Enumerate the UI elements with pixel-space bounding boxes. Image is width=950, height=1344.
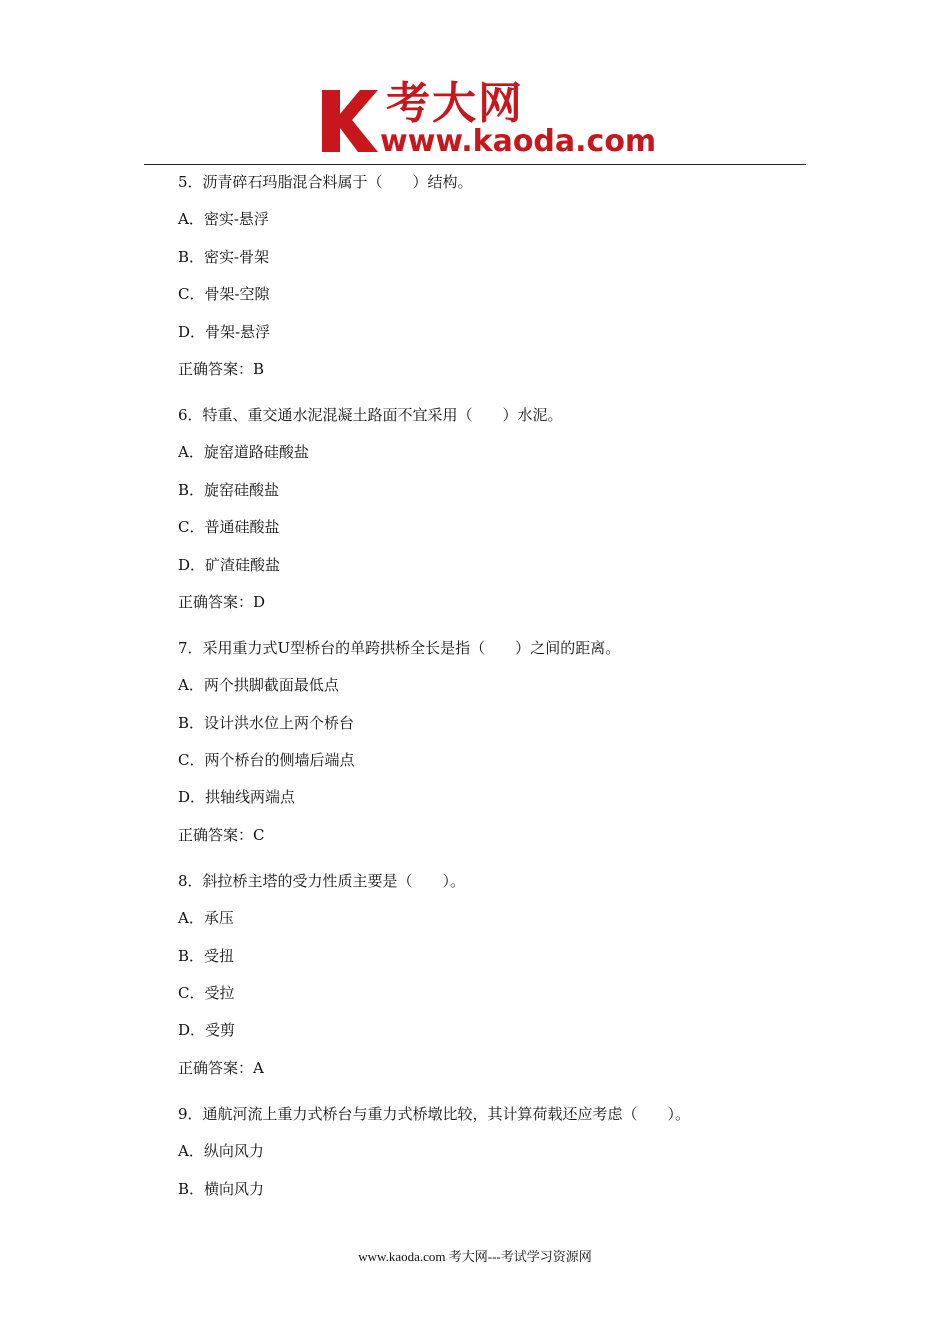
- header-divider: [144, 164, 806, 165]
- option-a: A．两个拱脚截面最低点: [178, 676, 339, 695]
- logo-chinese-name: 考大网: [386, 78, 524, 129]
- option-c: C．普通硅酸盐: [178, 518, 280, 537]
- option-a: A．承压: [178, 909, 234, 928]
- option-d: D．矿渣硅酸盐: [178, 555, 281, 574]
- logo-url-text: www.kaoda.com: [380, 124, 657, 159]
- option-c: C．两个桥台的侧墙后端点: [178, 751, 355, 770]
- option-b: B．设计洪水位上两个桥台: [178, 713, 355, 732]
- question-list: [178, 172, 818, 1216]
- option-a: A．密实-悬浮: [178, 210, 269, 229]
- question-text: 5．沥青碎石玛脂混合料属于（ ）结构。: [178, 173, 473, 191]
- option-a: A．旋窑道路硅酸盐: [178, 443, 309, 462]
- correct-answer: 正确答案：B: [178, 359, 265, 378]
- question-5: [178, 172, 818, 379]
- question-8: [178, 871, 818, 1078]
- option-b: B．密实-骨架: [178, 247, 270, 266]
- question-7: [178, 638, 818, 845]
- option-d: D．拱轴线两端点: [178, 788, 296, 807]
- option-d: D．骨架-悬浮: [178, 322, 271, 341]
- option-c: C．受拉: [178, 984, 235, 1003]
- option-b: B．横向风力: [178, 1179, 265, 1198]
- correct-answer: 正确答案：C: [178, 825, 265, 844]
- option-d: D．受剪: [178, 1021, 236, 1040]
- k-logo-mark: [318, 84, 380, 154]
- question-text: 6．特重、重交通水泥混凝土路面不宜采用（ ）水泥。: [178, 405, 563, 424]
- page-footer: www.kaoda.com 考大网---考试学习资源网: [358, 1249, 592, 1264]
- question-text: 9．通航河流上重力式桥台与重力式桥墩比较，其计算荷载还应考虑（ ）。: [178, 1104, 691, 1123]
- option-a: A．纵向风力: [178, 1142, 264, 1161]
- option-b: B．旋窑硅酸盐: [178, 480, 280, 499]
- option-c: C．骨架-空隙: [178, 285, 270, 304]
- question-text: 7．采用重力式U型桥台的单跨拱桥全长是指（ ）之间的距离。: [178, 638, 621, 657]
- question-6: [178, 405, 818, 612]
- kaoda-logo: [318, 78, 657, 162]
- question-9: [178, 1104, 818, 1199]
- correct-answer: 正确答案：A: [178, 1058, 264, 1077]
- question-text: 8．斜拉桥主塔的受力性质主要是（ ）。: [178, 871, 466, 890]
- option-b: B．受扭: [178, 946, 235, 965]
- correct-answer: 正确答案：D: [178, 592, 266, 611]
